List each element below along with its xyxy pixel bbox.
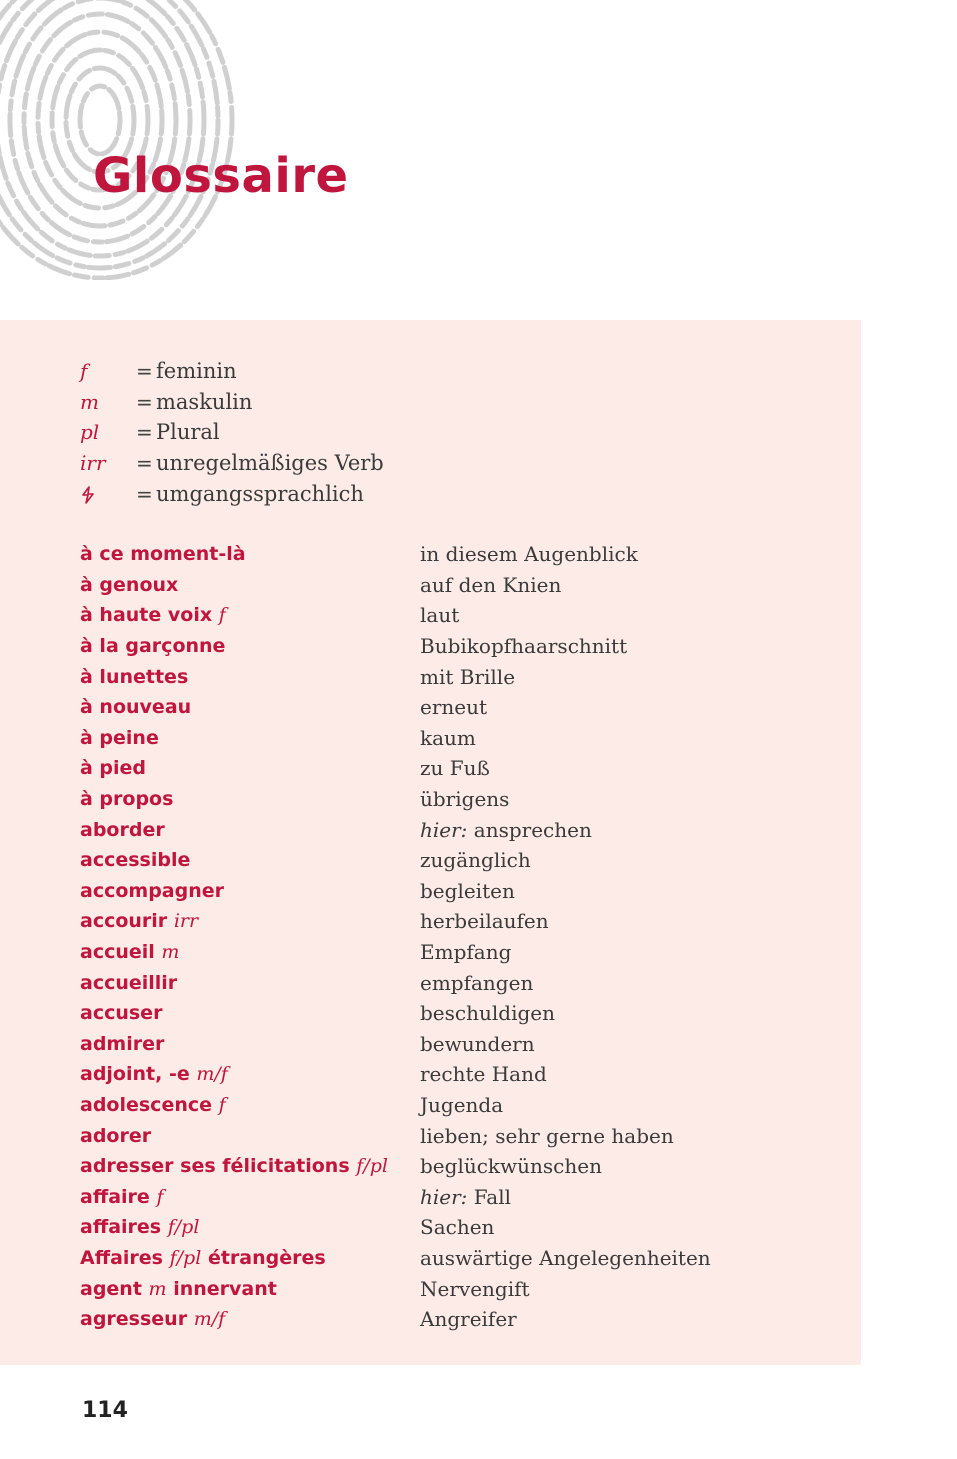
translation-text: Angreifer <box>420 1307 517 1332</box>
glossary-entry <box>80 570 840 601</box>
glossary-term <box>80 1247 420 1269</box>
term-text: accessible <box>80 849 191 872</box>
legend-row <box>80 448 384 479</box>
glossary-entry <box>80 784 840 815</box>
fingerprint-decoration <box>0 0 290 280</box>
term-text: accompagner <box>80 879 225 902</box>
glossary-list <box>80 539 840 1334</box>
term-text: accuser <box>80 1002 163 1025</box>
glossary-entry <box>80 845 840 876</box>
translation-text: mit Brille <box>420 664 516 689</box>
glossary-term <box>80 696 420 718</box>
legend-abbreviation: pl <box>80 420 100 445</box>
translation-hint: hier: <box>420 817 468 842</box>
glossary-translation <box>420 787 509 811</box>
translation-text: bewundern <box>420 1031 535 1056</box>
term-text: agent <box>80 1277 142 1300</box>
abbreviation-legend <box>80 356 384 509</box>
grammar-label: irr <box>173 910 199 933</box>
translation-text: lieben; sehr gerne haben <box>420 1123 674 1148</box>
legend-equals: = <box>136 451 153 476</box>
term-text: affaire <box>80 1185 150 1208</box>
glossary-translation <box>420 818 592 842</box>
glossary-entry <box>80 631 840 662</box>
translation-text: begleiten <box>420 878 515 903</box>
legend-abbreviation: m <box>80 389 99 414</box>
glossary-translation <box>420 634 627 658</box>
grammar-label: f <box>156 1185 164 1208</box>
legend-equals: = <box>136 359 153 384</box>
term-text: à haute voix <box>80 604 213 627</box>
translation-text: ansprechen <box>473 817 592 842</box>
glossary-translation <box>420 603 459 627</box>
translation-text: laut <box>420 603 460 628</box>
legend-meaning: feminin <box>156 359 237 384</box>
glossary-term <box>80 1278 420 1300</box>
glossary-translation <box>420 1246 711 1270</box>
translation-text: herbeilaufen <box>420 909 549 934</box>
translation-text: beglückwünschen <box>420 1154 602 1179</box>
glossary-entry <box>80 753 840 784</box>
translation-hint: hier: <box>420 1184 468 1209</box>
glossary-entry <box>80 1304 840 1335</box>
glossary-entry <box>80 1090 840 1121</box>
legend-row <box>80 387 384 418</box>
glossary-translation <box>420 573 561 597</box>
glossary-entry <box>80 539 840 570</box>
legend-meaning: maskulin <box>156 389 253 414</box>
translation-text: Bubikopfhaarschnitt <box>420 634 628 659</box>
grammar-label: m/f <box>193 1308 226 1331</box>
glossary-translation <box>420 726 476 750</box>
glossary-translation <box>420 756 490 780</box>
page-title: Glossaire <box>93 148 349 204</box>
term-text: adolescence <box>80 1093 213 1116</box>
glossary-entry <box>80 814 840 845</box>
legend-equals: = <box>136 389 153 414</box>
glossary-entry <box>80 906 840 937</box>
term-text: accueil <box>80 941 155 964</box>
grammar-label: m <box>148 1277 167 1300</box>
grammar-label: f/pl <box>356 1155 388 1178</box>
glossary-term <box>80 849 420 871</box>
glossary-translation <box>420 1277 530 1301</box>
legend-abbreviation: f <box>80 359 88 384</box>
glossary-term <box>80 757 420 779</box>
glossary-translation <box>420 1093 503 1117</box>
glossary-term <box>80 1002 420 1024</box>
grammar-label: f <box>218 1093 226 1116</box>
glossary-translation <box>420 1124 674 1148</box>
legend-row <box>80 356 384 387</box>
glossary-entry <box>80 723 840 754</box>
grammar-label: m/f <box>196 1063 228 1086</box>
glossary-term <box>80 910 420 932</box>
translation-text: in diesem Augenblick <box>420 542 638 567</box>
translation-text: Fall <box>473 1184 512 1209</box>
translation-text: erneut <box>420 695 488 720</box>
glossary-entry <box>80 937 840 968</box>
term-text: adjoint, -e <box>80 1063 190 1086</box>
translation-text: Sachen <box>420 1215 495 1240</box>
glossary-translation <box>420 1001 555 1025</box>
grammar-label: f/pl <box>167 1216 200 1239</box>
term-text: aborder <box>80 818 165 841</box>
glossary-entry <box>80 1029 840 1060</box>
glossary-term <box>80 727 420 749</box>
glossary-entry <box>80 1181 840 1212</box>
glossary-translation <box>420 1032 535 1056</box>
glossary-entry <box>80 1059 840 1090</box>
glossary-entry <box>80 661 840 692</box>
term-text: à lunettes <box>80 665 189 688</box>
glossary-term <box>80 604 420 626</box>
legend-equals: = <box>136 420 153 445</box>
glossary-term <box>80 1033 420 1055</box>
glossary-entry <box>80 967 840 998</box>
glossary-term <box>80 880 420 902</box>
translation-text: Jugenda <box>420 1092 504 1117</box>
legend-equals: = <box>136 481 153 506</box>
term-text: à propos <box>80 788 174 811</box>
glossary-term <box>80 819 420 841</box>
glossary-term <box>80 666 420 688</box>
glossary-translation <box>420 1154 602 1178</box>
glossary-term <box>80 972 420 994</box>
translation-text: auswärtige Angelegenheiten <box>420 1245 711 1270</box>
glossary-translation <box>420 848 531 872</box>
glossary-entry <box>80 1273 840 1304</box>
legend-abbreviation <box>80 482 136 506</box>
term-text: à pied <box>80 757 147 780</box>
glossary-translation <box>420 879 515 903</box>
glossary-term <box>80 788 420 810</box>
term-text: à la garçonne <box>80 635 226 658</box>
term-text-continued: étrangères <box>207 1246 326 1269</box>
translation-text: übrigens <box>420 787 510 812</box>
glossary-entry <box>80 1243 840 1274</box>
glossary-translation <box>420 542 638 566</box>
term-text: affaires <box>80 1216 162 1239</box>
grammar-label: f <box>218 604 226 627</box>
legend-meaning: umgangssprachlich <box>156 481 364 506</box>
glossary-translation <box>420 695 487 719</box>
translation-text: beschuldigen <box>420 1001 555 1026</box>
term-text: à peine <box>80 726 159 749</box>
translation-text: auf den Knien <box>420 572 562 597</box>
term-text-continued: innervant <box>173 1277 277 1300</box>
glossary-translation <box>420 940 511 964</box>
legend-row <box>80 417 384 448</box>
translation-text: empfangen <box>420 970 534 995</box>
glossary-term <box>80 1094 420 1116</box>
glossary-entry <box>80 1151 840 1182</box>
glossary-term <box>80 574 420 596</box>
glossary-term <box>80 1216 420 1238</box>
glossary-translation <box>420 909 549 933</box>
glossary-entry <box>80 1212 840 1243</box>
term-text: à nouveau <box>80 696 192 719</box>
term-text: admirer <box>80 1032 165 1055</box>
term-text: accueillir <box>80 971 178 994</box>
glossary-term <box>80 635 420 657</box>
grammar-label: m <box>161 941 180 964</box>
glossary-translation <box>420 1185 511 1209</box>
term-text: adorer <box>80 1124 152 1147</box>
term-text: accourir <box>80 910 168 933</box>
lightning-bolt-icon <box>80 486 96 504</box>
glossary-entry <box>80 1120 840 1151</box>
term-text: agresseur <box>80 1308 188 1331</box>
glossary-term <box>80 1063 420 1085</box>
translation-text: Empfang <box>420 940 512 965</box>
glossary-translation <box>420 1062 547 1086</box>
translation-text: kaum <box>420 725 476 750</box>
translation-text: zu Fuß <box>420 756 490 781</box>
legend-meaning: Plural <box>156 420 220 445</box>
glossary-translation <box>420 1215 494 1239</box>
glossary-term <box>80 941 420 963</box>
glossary-entry <box>80 692 840 723</box>
glossary-translation <box>420 1307 517 1331</box>
glossary-term <box>80 1155 420 1177</box>
legend-meaning: unregelmäßiges Verb <box>156 451 384 476</box>
glossary-translation <box>420 971 533 995</box>
glossary-translation <box>420 665 515 689</box>
term-text: Affaires <box>80 1246 163 1269</box>
page-number: 114 <box>82 1398 128 1423</box>
glossary-term <box>80 1186 420 1208</box>
glossary-term <box>80 1125 420 1147</box>
term-text: à genoux <box>80 573 179 596</box>
grammar-label: f/pl <box>169 1246 202 1269</box>
term-text: à ce moment-là <box>80 543 246 566</box>
glossary-entry <box>80 600 840 631</box>
glossary-entry <box>80 876 840 907</box>
translation-text: rechte Hand <box>420 1062 547 1087</box>
translation-text: Nervengift <box>420 1276 530 1301</box>
term-text: adresser ses félicitations <box>80 1155 350 1178</box>
glossary-term <box>80 1308 420 1330</box>
legend-abbreviation: irr <box>80 451 106 476</box>
translation-text: zugänglich <box>420 848 531 873</box>
glossary-term <box>80 543 420 565</box>
legend-row <box>80 478 384 509</box>
glossary-entry <box>80 998 840 1029</box>
